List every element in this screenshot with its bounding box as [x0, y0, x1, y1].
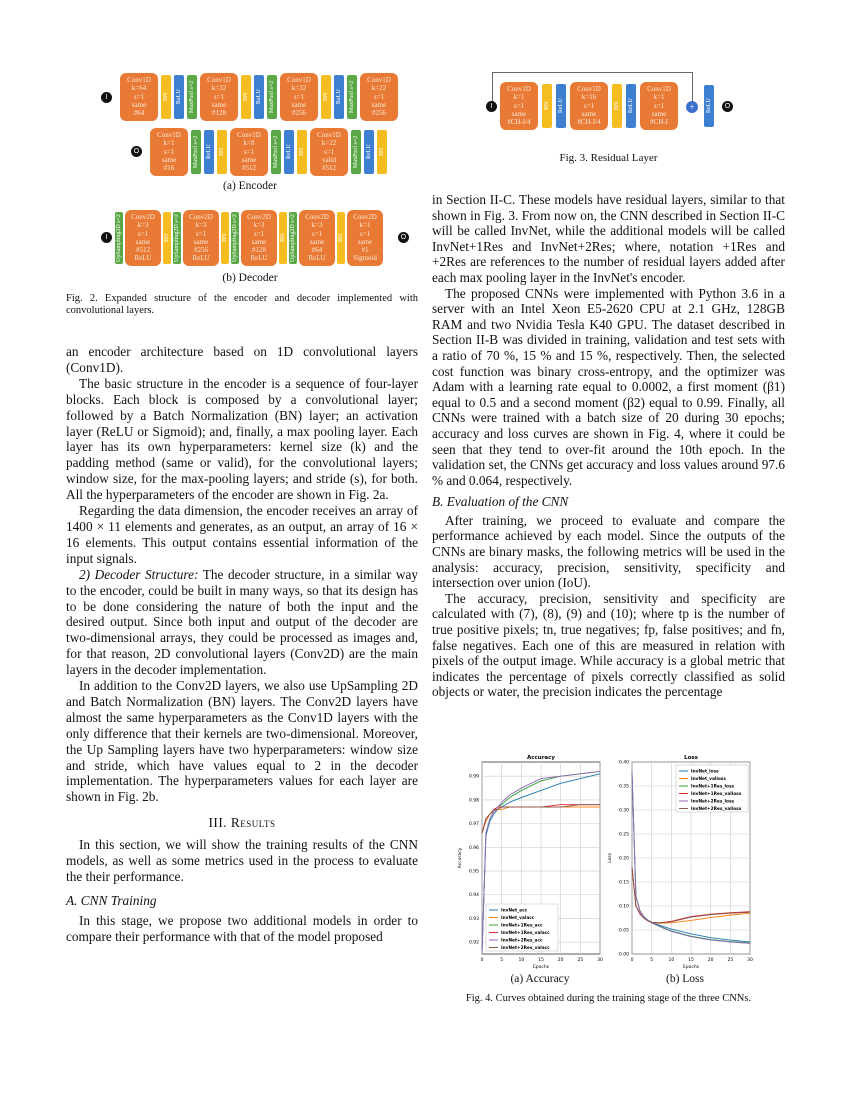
paragraph [66, 567, 418, 678]
paragraph: The proposed CNNs were implemented with Python 3.6 in a server with an Intel Xeon E5-2620 CPU at 2.1 GHz, 128GB RAM and two Nvidia Tesla K40 GPU. The dataset described in Section II-B was divided in training, validation and test sets with a ratio of 70 %, 15 % and 15 %, respectively. Then, the selected cost function was binary cross-entropy, and the optimizer was Adam with a learning rate equal to 0.0002, a first moment (β1) equal to 0.5 and a second moment (β2) equal to 0.99. Finally, all CNNs were trained with a batch size of 20 during 30 epochs; accuracy and loss curves are shown in Fig. 4, where it could be seen that they tend to over-fit around the 10th epoch. In the validation set, the CNNs get accuracy and loss values around 97.6 % and 0.064, respectively. [432, 285, 785, 488]
paragraph: Regarding the data dimension, the encoder receives an array of 1400 × 11 elements and generates, as an output, an array of 16 × 16 elements. This output contains essential information of the input signals. [66, 503, 418, 566]
y-axis-label: Loss [608, 853, 613, 863]
conv-layer [360, 73, 398, 121]
layer-param: #256 [194, 246, 208, 255]
output-node: O [131, 146, 142, 157]
figure-2-caption: Fig. 2. Expanded structure of the encoder and decoder implemented with convolutional layers. [66, 293, 418, 316]
relu-layer: ReLU [174, 75, 184, 119]
y-axis-label: Accuracy [458, 847, 463, 869]
conv-layer [120, 73, 158, 121]
layer-param: k=64 [131, 84, 147, 93]
layer-param: same [581, 109, 597, 118]
output-node: O [398, 232, 409, 243]
y-tick-label: 0.05 [618, 928, 629, 934]
layer-param: k=3 [311, 221, 323, 230]
layer-param: #16 [163, 164, 175, 173]
conv-layer [230, 128, 268, 176]
legend-label: InvNet_acc [501, 908, 528, 914]
pool-layer: MaxPool s=2 [351, 130, 361, 174]
layer-param: Conv1D [157, 131, 181, 139]
conv-layer [200, 73, 238, 121]
layer-param: k=1 [163, 139, 175, 148]
legend-label: InvNet+2Res_loss [691, 799, 735, 805]
layer-param: #256 [292, 109, 306, 118]
legend-label: InvNet_valloss [691, 777, 726, 782]
layer-param: s=1 [133, 92, 145, 101]
y-tick-label: 0.00 [618, 952, 629, 958]
layer-param: s=1 [163, 147, 175, 156]
figure-4-caption: Fig. 4. Curves obtained during the training stage of the three CNNs. [465, 993, 752, 1004]
paragraph: in Section II-C. These models have residual layers, similar to that shown in Fig. 3. From now on, the CNN described in Section II-C will be called InvNet, while the additional models will be called InvNet+1Res and InvNet+2Res; where, notation +1Res and +2Res are references to the number of residual layers added after each max pooling layer in the InvNet's encoder. [432, 192, 785, 285]
relu-layer: ReLU [284, 130, 294, 174]
subsection-heading: A. CNN Training [66, 892, 157, 908]
layer-param: Sigmoid [353, 254, 377, 263]
layer-param: same [135, 237, 151, 246]
bn-layer: BN [163, 212, 171, 264]
y-tick-label: 0.20 [618, 856, 629, 862]
x-axis-label: Epochs [532, 965, 550, 970]
layer-param: Conv1D [237, 131, 261, 139]
subcaption-accuracy: (a) Accuracy [510, 973, 570, 985]
layer-param: k=22 [371, 84, 387, 93]
bn-layer: BN [297, 130, 307, 174]
layer-param: same [193, 237, 209, 246]
conv-layer [125, 210, 161, 266]
layer-param: same [161, 155, 177, 164]
bn-layer: BN [542, 84, 552, 128]
layer-param: Conv1D [507, 85, 531, 93]
encoder-row-2 [150, 128, 387, 176]
paragraph: The accuracy, precision, sensitivity and specificity are calculated with (7), (8), (9) and (10); where tp is the number of true positive pixels; tn, true negatives; fp, false positives; and fn, false negatives. Each one of this are measured in relation with pixels of the output image. While accuracy is a global metric that indicates the percentage of pixels correctly classified as solid objects or water, the precision indicates the percentage [432, 590, 785, 700]
y-tick-label: 0.25 [618, 832, 629, 838]
layer-param: same [651, 109, 667, 118]
section-heading: III. Results [208, 815, 276, 831]
layer-param: Conv2D [131, 213, 155, 221]
x-tick-label: 15 [688, 958, 694, 963]
layer-param: Conv1D [317, 131, 341, 139]
layer-param: s=1 [213, 92, 225, 101]
x-tick-label: 0 [480, 958, 484, 963]
y-tick-label: 0.15 [618, 880, 629, 886]
layer-param: k=1 [359, 221, 371, 230]
legend-label: InvNet+2Res_valacc [501, 946, 550, 951]
bn-layer: BN [161, 75, 171, 119]
layer-param: Conv1D [287, 76, 311, 84]
relu-layer: ReLU [704, 85, 714, 127]
x-tick-label: 5 [500, 958, 504, 963]
layer-param: same [211, 100, 227, 109]
legend-label: InvNet+1Res_valloss [691, 792, 742, 797]
layer-param: s=1 [195, 229, 207, 238]
layer-param: Conv1D [367, 76, 391, 84]
relu-layer: ReLU [254, 75, 264, 119]
bn-layer: BN [221, 212, 229, 264]
pool-layer: MaxPool s=2 [347, 75, 357, 119]
subcaption-encoder: (a) Encoder [223, 180, 277, 192]
relu-layer: ReLU [334, 75, 344, 119]
layer-param: k=22 [321, 139, 337, 148]
y-tick-label: 0.40 [618, 760, 629, 766]
figure-3-caption: Fig. 3. Residual Layer [559, 152, 658, 164]
layer-param: s=1 [311, 229, 323, 238]
pool-layer: UpSampling2D s=2 [115, 212, 123, 264]
layer-param: Conv1D [207, 76, 231, 84]
layer-param: s=1 [293, 92, 305, 101]
layer-param: Conv1D [127, 76, 151, 84]
relu-layer: ReLU [364, 130, 374, 174]
x-tick-label: 15 [538, 958, 544, 963]
layer-param: s=1 [253, 229, 265, 238]
decoder-row [115, 210, 383, 266]
relu-layer: ReLU [204, 130, 214, 174]
chart-title: Loss [684, 755, 698, 761]
y-tick-label: 0.99 [468, 774, 479, 780]
bn-layer: BN [241, 75, 251, 119]
layer-param: #512 [136, 246, 150, 255]
y-tick-label: 0.96 [468, 845, 479, 851]
y-tick-label: 0.93 [468, 916, 479, 922]
conv-layer [640, 82, 678, 130]
layer-param: s=1 [373, 92, 385, 101]
layer-param: k=3 [195, 221, 207, 230]
layer-param: k=16 [581, 93, 597, 102]
conv-layer [570, 82, 608, 130]
y-tick-label: 0.30 [618, 808, 629, 814]
pool-layer: MaxPool s=2 [191, 130, 201, 174]
add-icon: + [686, 101, 698, 113]
conv-layer [310, 128, 348, 176]
layer-param: k=1 [513, 93, 525, 102]
layer-param: k=8 [243, 139, 255, 148]
layer-param: same [511, 109, 527, 118]
paragraph: In addition to the Conv2D layers, we also use UpSampling 2D and Batch Normalization (BN) layers. The Conv2D layers have almost the same hyperparameters as the Conv1D layers with the only difference that their kernels are two-dimensional. Moreover, the Up Sampling layers have two hyperparameters: window size and stride, which have values equal to 2 in the decoder implementation. The hyperparameters values for each layer are shown in Fig. 2b. [66, 678, 418, 805]
x-tick-label: 10 [668, 958, 675, 963]
layer-param: same [131, 100, 147, 109]
input-node: I [101, 92, 112, 103]
layer-param: #512 [322, 164, 336, 173]
legend-label: InvNet+1Res_acc [501, 923, 543, 929]
x-tick-label: 30 [747, 958, 753, 963]
x-tick-label: 20 [557, 958, 564, 963]
layer-param: s=1 [359, 229, 371, 238]
layer-param: same [309, 237, 325, 246]
relu-layer: ReLU [626, 84, 636, 128]
y-tick-label: 0.92 [468, 940, 479, 946]
paragraph: The basic structure in the encoder is a sequence of four-layer blocks. Each block is composed by a convolutional layer; followed by a Batch Normalization (BN) layer; an activation layer (ReLU or Sigmoid); and, finally, a max pooling layer. Each layer has its own hyperparameters: kernel size (k) and the padding method (same or valid), for the convolutional layers; window size, for the max-pooling layers; and stride (s), for both. All the hyperparameters of the encoder are shown in Fig. 2a. [66, 375, 418, 503]
paragraph: After training, we proceed to evaluate and compare the performance achieved by each model. Since the outputs of the CNNs are binary masks, the following metrics will be used in the analysis: accuracy, precision, sensitivity, specificity and intersection over union (IoU). [432, 512, 785, 591]
layer-param: same [357, 237, 373, 246]
y-tick-label: 0.97 [468, 822, 479, 828]
legend-label: InvNet_valacc [501, 916, 535, 921]
layer-param: s=1 [137, 229, 149, 238]
legend-label: InvNet+1Res_loss [691, 784, 735, 790]
residual-row [500, 82, 678, 130]
x-tick-label: 5 [650, 958, 654, 963]
x-tick-label: 30 [597, 958, 603, 963]
loss-chart [605, 750, 755, 972]
output-node: O [722, 101, 733, 112]
accuracy-chart [455, 750, 605, 972]
paragraph-text: The decoder structure, in a similar way to the encoder, could be built in many ways, so that its design has to be done considering the nature of both the input and the desired output. Since both input and output of the decoder are two-dimensional arrays, they could be processed as images and, for that reason, 2D convolutional layers (Conv2D) are the main layers in the decoder implementation. [66, 566, 418, 678]
layer-param: valid [322, 155, 336, 164]
y-tick-label: 0.95 [468, 869, 479, 875]
subcaption-loss: (b) Loss [665, 973, 704, 985]
layer-param: same [291, 100, 307, 109]
layer-param: same [241, 155, 257, 164]
pool-layer: UpSampling2D s=2 [231, 212, 239, 264]
conv-layer [280, 73, 318, 121]
bn-layer: BN [612, 84, 622, 128]
x-tick-label: 10 [518, 958, 525, 963]
x-tick-label: 20 [707, 958, 714, 963]
layer-param: #1 [361, 246, 369, 255]
layer-param: Conv2D [305, 213, 329, 221]
paragraph: an encoder architecture based on 1D convolutional layers (Conv1D). [66, 344, 418, 375]
bn-layer: BN [217, 130, 227, 174]
layer-param: #512 [242, 164, 256, 173]
layer-param: Conv2D [247, 213, 271, 221]
layer-param: s=1 [583, 101, 595, 110]
bn-layer: BN [279, 212, 287, 264]
pool-layer: MaxPool s=2 [267, 75, 277, 119]
x-tick-label: 0 [630, 958, 634, 963]
conv-layer [150, 128, 188, 176]
encoder-row-1 [120, 73, 398, 121]
conv-layer [183, 210, 219, 266]
x-tick-label: 25 [727, 958, 734, 963]
left-column [66, 344, 418, 945]
bn-layer: BN [337, 212, 345, 264]
layer-param: Conv1D [647, 85, 671, 93]
pool-layer: UpSampling2D s=2 [173, 212, 181, 264]
bn-layer: BN [321, 75, 331, 119]
paragraph: In this stage, we propose two additional models in order to compare their performance with that of the model proposed [66, 912, 418, 944]
layer-param: Conv2D [353, 213, 377, 221]
y-tick-label: 0.94 [468, 893, 479, 899]
input-node: I [101, 232, 112, 243]
layer-param: Conv1D [577, 85, 601, 93]
layer-param: s=1 [243, 147, 255, 156]
layer-param: Conv2D [189, 213, 213, 221]
conv-layer [347, 210, 383, 266]
paragraph: In this section, we will show the training results of the CNN models, as well as some metrics used in the process to evaluate the their performance. [66, 837, 418, 884]
pool-layer: MaxPool s=2 [271, 130, 281, 174]
conv-layer [299, 210, 335, 266]
pool-layer: UpSampling2D s=2 [289, 212, 297, 264]
right-column [432, 192, 785, 700]
y-tick-label: 0.98 [468, 798, 479, 804]
layer-param: #64 [133, 109, 145, 118]
subsection-heading: B. Evaluation of the CNN [432, 494, 569, 510]
layer-param: #64 [311, 246, 323, 255]
legend-label: InvNet_loss [691, 769, 719, 775]
conv-layer [500, 82, 538, 130]
layer-param: same [371, 100, 387, 109]
layer-param: #CH-I/4 [507, 118, 531, 127]
chart-title: Accuracy [527, 755, 555, 761]
input-node: I [486, 101, 497, 112]
pool-layer: MaxPool s=2 [187, 75, 197, 119]
layer-param: s=1 [653, 101, 665, 110]
x-axis-label: Epochs [682, 965, 700, 970]
layer-param: k=3 [137, 221, 149, 230]
legend-label: InvNet+2Res_acc [501, 938, 543, 944]
bn-layer: BN [377, 130, 387, 174]
conv-layer [241, 210, 277, 266]
layer-param: k=3 [253, 221, 265, 230]
layer-param: #256 [372, 109, 386, 118]
legend-label: InvNet+2Res_valloss [691, 807, 742, 812]
legend-label: InvNet+1Res_valacc [501, 931, 550, 936]
layer-param: #CH-I [650, 118, 668, 127]
x-tick-label: 25 [577, 958, 584, 963]
layer-param: ReLU [134, 254, 152, 263]
subcaption-decoder: (b) Decoder [222, 272, 278, 284]
layer-param: s=1 [513, 101, 525, 110]
y-tick-label: 0.35 [618, 784, 629, 790]
layer-param: ReLU [250, 254, 268, 263]
layer-param: k=32 [291, 84, 307, 93]
relu-layer: ReLU [556, 84, 566, 128]
subsubsection-heading: 2) Decoder Structure: [79, 566, 199, 582]
layer-param: #128 [212, 109, 226, 118]
layer-param: #128 [252, 246, 266, 255]
y-tick-label: 0.10 [618, 904, 629, 910]
layer-param: ReLU [192, 254, 210, 263]
layer-param: k=32 [211, 84, 227, 93]
layer-param: s=1 [323, 147, 335, 156]
layer-param: k=1 [653, 93, 665, 102]
layer-param: #CH-I/4 [577, 118, 601, 127]
layer-param: ReLU [308, 254, 326, 263]
layer-param: same [251, 237, 267, 246]
